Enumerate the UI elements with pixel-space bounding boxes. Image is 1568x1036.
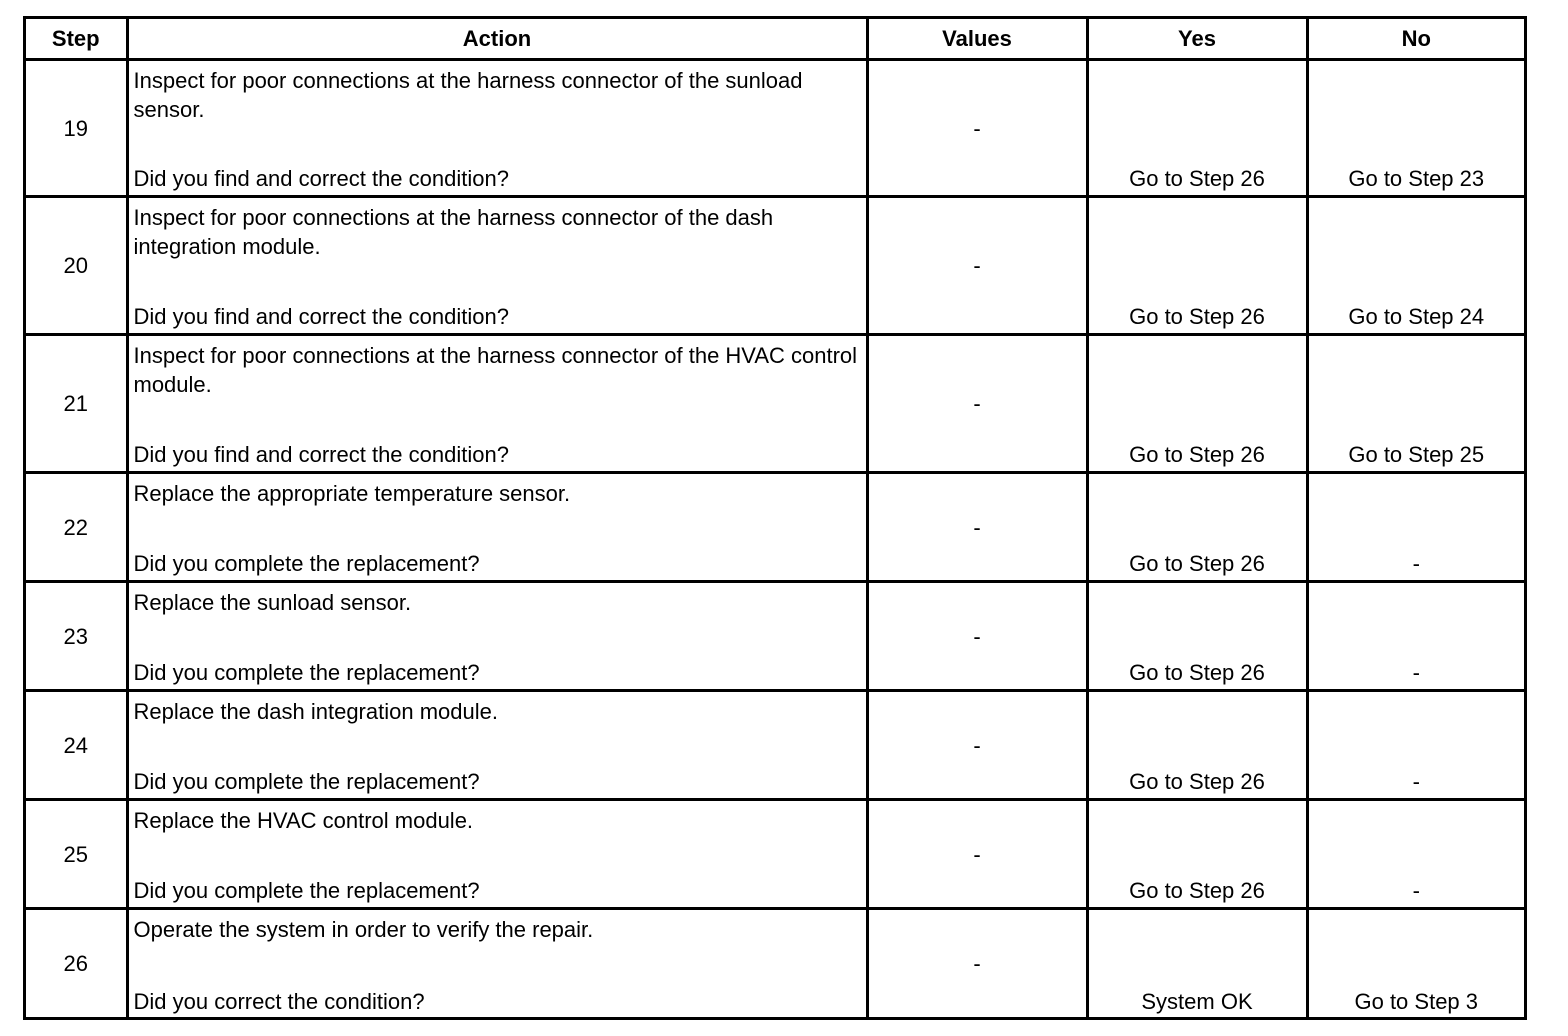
- no-outcome: -: [1307, 691, 1524, 800]
- header-yes: Yes: [1087, 19, 1307, 60]
- action-text: Inspect for poor connections at the harness connector of the dash integration module.: [133, 205, 774, 259]
- values-cell: -: [867, 800, 1087, 909]
- action-question: Did you complete the replacement?: [133, 660, 480, 685]
- table-row: [26, 335, 1524, 473]
- action-cell: [127, 197, 867, 335]
- action-question: Did you complete the replacement?: [133, 551, 480, 576]
- table-row: [26, 60, 1524, 197]
- action-cell: [127, 800, 867, 909]
- step-number: 26: [26, 909, 127, 1018]
- yes-outcome: Go to Step 26: [1087, 60, 1307, 197]
- no-outcome: -: [1307, 800, 1524, 909]
- step-number: 24: [26, 691, 127, 800]
- header-no: No: [1307, 19, 1524, 60]
- table-row: [26, 909, 1524, 1018]
- values-cell: -: [867, 473, 1087, 582]
- values-cell: -: [867, 197, 1087, 335]
- header-values: Values: [867, 19, 1087, 60]
- values-cell: -: [867, 60, 1087, 197]
- step-number: 23: [26, 582, 127, 691]
- action-cell: [127, 582, 867, 691]
- action-cell: [127, 60, 867, 197]
- yes-outcome: Go to Step 26: [1087, 335, 1307, 473]
- table-header-row: [26, 19, 1524, 60]
- action-cell: [127, 335, 867, 473]
- table-row: [26, 473, 1524, 582]
- action-question: Did you find and correct the condition?: [133, 304, 509, 329]
- action-question: Did you complete the replacement?: [133, 769, 480, 794]
- yes-outcome: System OK: [1087, 909, 1307, 1018]
- header-step: Step: [26, 19, 127, 60]
- table-row: [26, 582, 1524, 691]
- action-text: Replace the appropriate temperature sensor.: [133, 481, 571, 506]
- yes-outcome: Go to Step 26: [1087, 473, 1307, 582]
- no-outcome: Go to Step 25: [1307, 335, 1524, 473]
- yes-outcome: Go to Step 26: [1087, 800, 1307, 909]
- step-number: 19: [26, 60, 127, 197]
- no-outcome: Go to Step 23: [1307, 60, 1524, 197]
- action-text: Replace the dash integration module.: [133, 699, 498, 724]
- no-outcome: -: [1307, 582, 1524, 691]
- action-cell: [127, 909, 867, 1018]
- action-question: Did you find and correct the condition?: [133, 166, 509, 191]
- action-text: Replace the HVAC control module.: [133, 808, 474, 833]
- yes-outcome: Go to Step 26: [1087, 197, 1307, 335]
- action-cell: [127, 691, 867, 800]
- action-text: Inspect for poor connections at the harness connector of the sunload sensor.: [133, 68, 803, 122]
- values-cell: -: [867, 335, 1087, 473]
- action-text: Inspect for poor connections at the harness connector of the HVAC control module.: [133, 343, 858, 397]
- header-action: Action: [127, 19, 867, 60]
- values-cell: -: [867, 691, 1087, 800]
- action-cell: [127, 473, 867, 582]
- values-cell: -: [867, 909, 1087, 1018]
- no-outcome: Go to Step 24: [1307, 197, 1524, 335]
- action-text: Operate the system in order to verify the repair.: [133, 917, 594, 942]
- step-number: 25: [26, 800, 127, 909]
- step-number: 22: [26, 473, 127, 582]
- no-outcome: Go to Step 3: [1307, 909, 1524, 1018]
- table-row: [26, 691, 1524, 800]
- table-row: [26, 800, 1524, 909]
- action-text: Replace the sunload sensor.: [133, 590, 412, 615]
- no-outcome: -: [1307, 473, 1524, 582]
- yes-outcome: Go to Step 26: [1087, 691, 1307, 800]
- action-question: Did you correct the condition?: [133, 988, 425, 1014]
- diagnostic-table-frame: [23, 16, 1527, 1020]
- yes-outcome: Go to Step 26: [1087, 582, 1307, 691]
- action-question: Did you complete the replacement?: [133, 878, 480, 903]
- action-question: Did you find and correct the condition?: [133, 442, 509, 467]
- values-cell: -: [867, 582, 1087, 691]
- step-number: 21: [26, 335, 127, 473]
- table-row: [26, 197, 1524, 335]
- step-number: 20: [26, 197, 127, 335]
- diagnostic-steps-table: [26, 19, 1524, 1018]
